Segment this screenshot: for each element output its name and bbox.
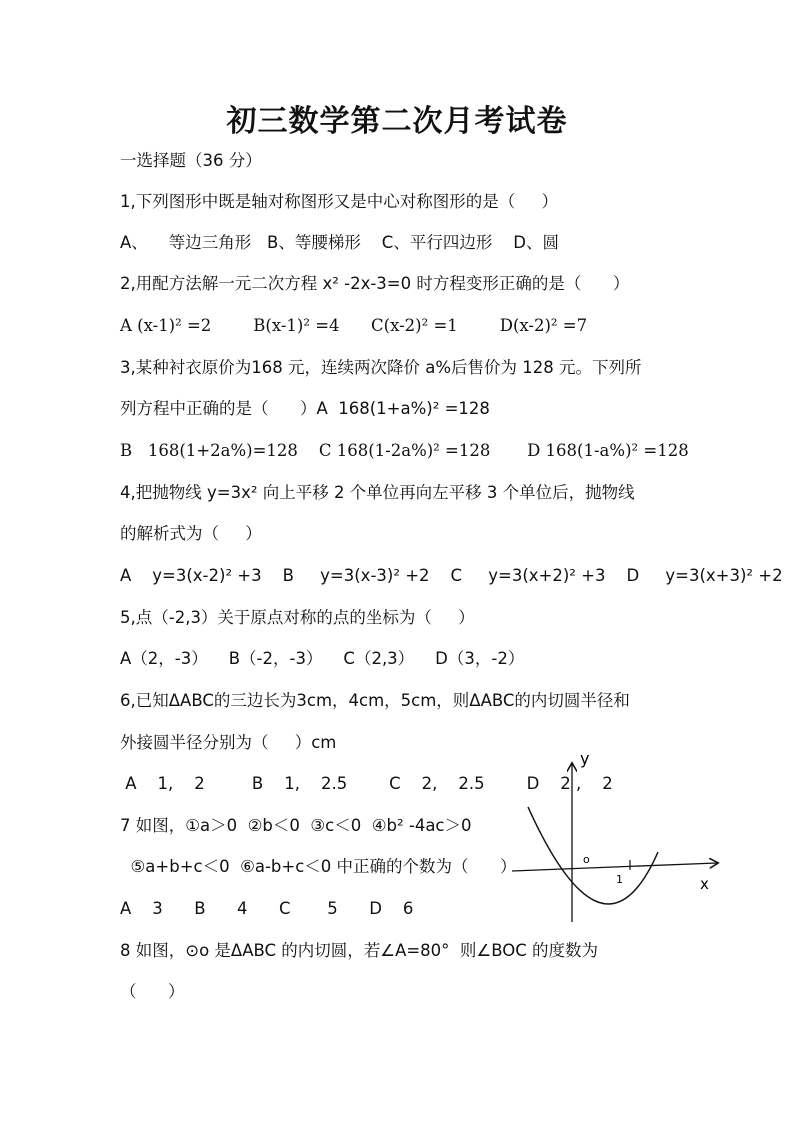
question-5: 5,点（-2,3）关于原点对称的点的坐标为（ ） <box>120 608 475 627</box>
question-8-cont: （ ） <box>120 982 185 1001</box>
question-1: 1,下列图形中既是轴对称图形又是中心对称图形的是（ ） <box>120 192 558 211</box>
parabola-curve <box>528 807 658 904</box>
exam-title: 初三数学第二次月考试卷 <box>226 104 568 139</box>
section-heading: 一选择题（36 分） <box>120 151 262 170</box>
question-3-options: B 168(1+2a%)=128 C 168(1-2a%)² =128 D 168(1-a%)² =128 <box>120 441 689 460</box>
question-7: 7 如图，①a＞0 ②b＜0 ③c＜0 ④b² -4ac＞0 <box>120 816 472 835</box>
question-4-cont: 的解析式为（ ） <box>120 524 262 543</box>
question-6: 6,已知ΔABC的三边长为3cm，4cm，5cm，则ΔABC的内切圆半径和 <box>120 691 630 710</box>
question-5-options: A（2，-3） B（-2，-3） C（2,3） D（3，-2） <box>120 649 525 668</box>
tick-label-1: 1 <box>616 873 623 886</box>
question-2: 2,用配方法解一元二次方程 x² -2x-3=0 时方程变形正确的是（ ） <box>120 274 630 293</box>
question-8: 8 如图，⊙o 是ΔABC 的内切圆，若∠A=80° 则∠BOC 的度数为 <box>120 941 598 960</box>
question-6-options: A 1, 2 B 1, 2.5 C 2, 2.5 D 2 , 2 <box>120 774 613 793</box>
origin-label: o <box>583 853 590 866</box>
question-4: 4,把抛物线 y=3x² 向上平移 2 个单位再向左平移 3 个单位后，抛物线 <box>120 483 635 502</box>
question-4-options: A y=3(x-2)² +3 B y=3(x-3)² +2 C y=3(x+2)² +3 D y=3(x+3)² +2 <box>120 566 783 585</box>
question-7-cont: ⑤a+b+c＜0 ⑥a-b+c＜0 中正确的个数为（ ） <box>120 857 517 876</box>
question-1-options: A、 等边三角形 B、等腰梯形 C、平行四边形 D、圆 <box>120 233 560 252</box>
question-3-cont: 列方程中正确的是（ ）A 168(1+a%)² =128 <box>120 399 490 418</box>
parabola-graph <box>512 752 722 927</box>
x-axis-label: x <box>700 875 709 893</box>
x-axis <box>512 863 717 871</box>
question-6-cont: 外接圆半径分别为（ ）cm <box>120 733 337 752</box>
question-3: 3,某种衬衣原价为168 元，连续两次降价 a%后售价为 128 元。下列所 <box>120 358 642 377</box>
y-axis-label: y <box>580 752 590 768</box>
question-2-options: A (x-1)² =2 B(x-1)² =4 C(x-2)² =1 D(x-2)² =7 <box>120 316 588 335</box>
question-7-options: A 3 B 4 C 5 D 6 <box>120 899 414 918</box>
